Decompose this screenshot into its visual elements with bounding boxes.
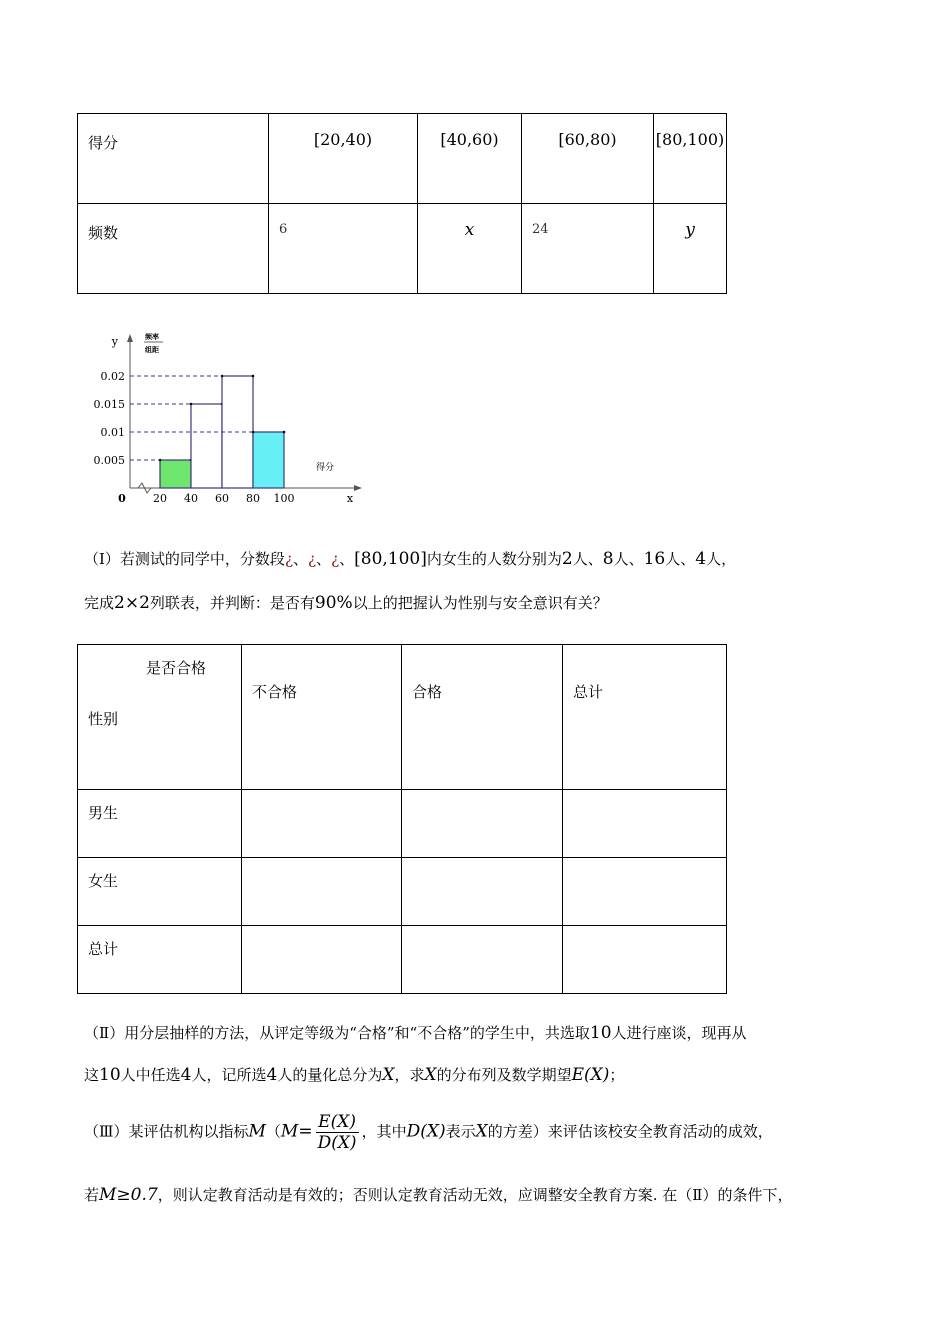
text: 的方差）来评估该校安全教育活动的成效，: [487, 1122, 773, 1141]
text: （Ⅲ）某评估机构以指标: [84, 1122, 249, 1141]
glyph: ¿: [308, 550, 317, 568]
x-axis-label: 得分: [316, 463, 335, 473]
expectation: E(X): [571, 1065, 610, 1085]
histogram-bar: [160, 460, 191, 488]
glyph: ¿: [331, 550, 340, 568]
table-cell: [242, 790, 402, 858]
table-row: [78, 926, 727, 994]
part1-line2: [84, 592, 608, 613]
number: 2: [561, 549, 573, 569]
histogram-bar: [253, 432, 284, 488]
bar-corner-point: [252, 375, 255, 378]
y-axis-arrow: [127, 334, 133, 342]
variance: D(X): [406, 1121, 446, 1142]
part1-line1: [84, 548, 736, 569]
frequency-histogram: [90, 330, 380, 515]
fraction-numerator: E(X): [316, 1112, 359, 1133]
fraction-denominator: D(X): [317, 1133, 357, 1153]
part3-line1: [84, 1112, 773, 1153]
variable: X: [475, 1121, 488, 1142]
number: 4: [266, 1065, 278, 1085]
text: 人中任选: [120, 1066, 181, 1084]
table-cell: [80,100): [654, 114, 727, 204]
text: ，求: [394, 1066, 425, 1084]
text: 完成: [84, 594, 115, 612]
text: 、: [339, 550, 355, 568]
table-cell: [563, 858, 727, 926]
y-tick-label: 0.02: [100, 370, 125, 383]
text: 人进行座谈，现再从: [611, 1024, 747, 1042]
table-row: [78, 114, 727, 204]
interval: [80,100]: [354, 549, 427, 569]
histogram-bar: [191, 404, 222, 488]
text: 人、: [613, 550, 644, 568]
origin-label: 0: [118, 492, 126, 505]
x-tick-label: 40: [184, 492, 198, 505]
text: ；: [609, 1066, 625, 1084]
table-cell: 6: [269, 204, 418, 294]
column-header: 合格: [402, 645, 563, 790]
score-frequency-table: [77, 113, 727, 294]
y-axis-label: y: [111, 335, 118, 348]
table-cell: y: [654, 204, 727, 294]
text: ，其中: [361, 1122, 407, 1141]
table-cell: [242, 926, 402, 994]
text: （Ⅰ）若测试的同学中，分数段: [84, 550, 285, 568]
table-row: [78, 790, 727, 858]
text: 内女生的人数分别为: [426, 550, 562, 568]
text: 、: [316, 550, 332, 568]
condition: M≥0.7: [99, 1185, 158, 1205]
row-header: 总计: [78, 926, 242, 994]
table-cell: 得分: [78, 114, 269, 204]
x-tick-label: 20: [153, 492, 167, 505]
part2-line2: [84, 1064, 624, 1085]
number: 4: [180, 1065, 192, 1085]
row-header: 男生: [78, 790, 242, 858]
y-tick-label: 0.01: [100, 426, 125, 439]
table-cell: [402, 858, 563, 926]
variable: M: [248, 1121, 266, 1142]
text: 人、: [665, 550, 696, 568]
y-fraction-top: 频率: [145, 333, 159, 341]
x-axis-arrow: [354, 485, 362, 491]
table-cell: 频数: [78, 204, 269, 294]
text: （Ⅱ）用分层抽样的方法，从评定等级为“合格”和“不合格”的学生中，共选取: [84, 1024, 590, 1042]
text: 人的量化总分为: [277, 1066, 383, 1084]
row-header: 女生: [78, 858, 242, 926]
column-header: 总计: [563, 645, 727, 790]
text: （: [265, 1122, 281, 1141]
x-tick-label: 60: [215, 492, 229, 505]
number: 8: [602, 549, 614, 569]
table-cell: [563, 790, 727, 858]
table-row: [78, 858, 727, 926]
table-cell: [563, 926, 727, 994]
table-row: [78, 204, 727, 294]
text: 以上的把握认为性别与安全意识有关？: [352, 594, 608, 612]
table-cell: [402, 926, 563, 994]
table-cell: [242, 858, 402, 926]
part2-line1: [84, 1022, 747, 1043]
variable: X: [382, 1065, 395, 1085]
glyph: ¿: [284, 550, 293, 568]
text: 表示: [445, 1122, 476, 1141]
column-header: 不合格: [242, 645, 402, 790]
percent: 90%: [314, 593, 353, 613]
text: 人，: [706, 550, 737, 568]
x-tick-label: 80: [246, 492, 260, 505]
text: 人、: [572, 550, 603, 568]
text: 人，记所选: [191, 1066, 267, 1084]
text: 的分布列及数学期望: [436, 1066, 572, 1084]
table-cell: 24: [522, 204, 654, 294]
part3-line2: [84, 1184, 792, 1205]
y-tick-label: 0.015: [93, 398, 125, 411]
math: M=: [280, 1121, 313, 1142]
text: 列联表，并判断：是否有: [149, 594, 315, 612]
contingency-table: [77, 644, 727, 994]
variable: X: [424, 1065, 437, 1085]
table-row: [78, 645, 727, 790]
y-tick-label: 0.005: [93, 454, 125, 467]
number: 10: [589, 1023, 612, 1043]
number: 16: [643, 549, 666, 569]
y-fraction-bottom: 组距: [145, 346, 159, 354]
fraction: [316, 1112, 359, 1153]
number: 4: [695, 549, 707, 569]
math: 2×2: [114, 593, 150, 613]
text: 、: [292, 550, 308, 568]
bar-corner-point: [283, 431, 286, 434]
number: 10: [99, 1065, 121, 1085]
text: ，则认定教育活动是有效的；否则认定教育活动无效，应调整安全教育方案. 在（Ⅱ）的条件下，: [157, 1186, 793, 1204]
text: 这: [84, 1066, 100, 1084]
corner-cell: [78, 645, 242, 790]
corner-top-label: 是否合格: [146, 659, 207, 677]
table-cell: [402, 790, 563, 858]
table-cell: x: [418, 204, 522, 294]
x-axis-letter: x: [346, 492, 354, 505]
table-cell: [20,40): [269, 114, 418, 204]
corner-bottom-label: 性别: [88, 710, 119, 728]
table-cell: [40,60): [418, 114, 522, 204]
x-tick-label: 100: [273, 492, 295, 505]
text: 若: [84, 1186, 100, 1204]
table-cell: [60,80): [522, 114, 654, 204]
